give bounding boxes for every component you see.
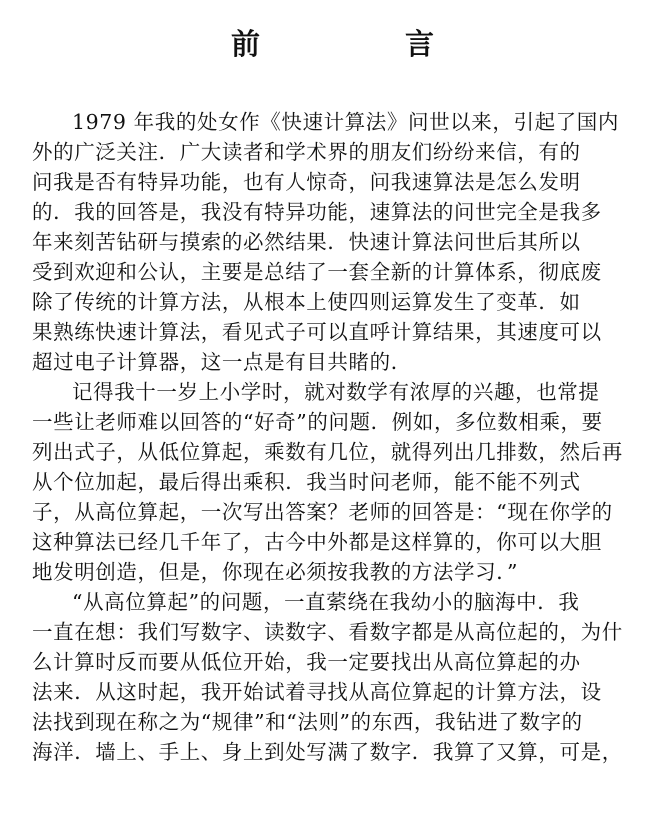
text-line: 海洋．墙上、手上、身上到处写满了数字．我算了又算，可是， xyxy=(32,740,623,764)
text-line: 么计算时反而要从低位开始，我一定要找出从高位算起的办 xyxy=(32,650,581,674)
page-title: 前 言 xyxy=(230,27,492,61)
text-line: 一直在想：我们写数字、读数字、看数字都是从高位起的，为什 xyxy=(32,620,623,644)
text-line: 1979 年我的处女作《快速计算法》问世以来，引起了国内 xyxy=(72,110,619,134)
text-line: 的．我的回答是，我没有特异功能，速算法的问世完全是我多 xyxy=(32,200,602,224)
text-line: 受到欢迎和公认，主要是总结了一套全新的计算体系，彻底废 xyxy=(32,260,602,284)
text-line: 超过电子计算器，这一点是有目共睹的． xyxy=(32,350,412,374)
text-line: 一些让老师难以回答的“好奇”的问题．例如，多位数相乘，要 xyxy=(32,410,603,434)
text-line: 外的广泛关注．广大读者和学术界的朋友们纷纷来信，有的 xyxy=(32,140,581,164)
text-line: “从高位算起”的问题，一直萦绕在我幼小的脑海中．我 xyxy=(72,590,580,614)
text-line: 子，从高位算起，一次写出答案？老师的回答是：“现在你学的 xyxy=(32,500,613,524)
text-line: 法找到现在称之为“规律”和“法则”的东西，我钻进了数字的 xyxy=(32,710,583,734)
text-line: 法来．从这时起，我开始试着寻找从高位算起的计算方法，设 xyxy=(32,680,602,704)
text-line: 地发明创造，但是，你现在必须按我教的方法学习．” xyxy=(32,560,519,584)
preface-body xyxy=(32,107,644,767)
text-line: 问我是否有特异功能，也有人惊奇，问我速算法是怎么发明 xyxy=(32,170,581,194)
text-line: 记得我十一岁上小学时，就对数学有浓厚的兴趣，也常提 xyxy=(72,380,600,404)
text-line: 从个位加起，最后得出乘积．我当时问老师，能不能不列式 xyxy=(32,470,581,494)
text-line: 除了传统的计算方法，从根本上使四则运算发生了变革．如 xyxy=(32,290,581,314)
text-line: 这种算法已经几千年了，古今中外都是这样算的，你可以大胆 xyxy=(32,530,602,554)
text-line: 年来刻苦钻研与摸索的必然结果．快速计算法问世后其所以 xyxy=(32,230,581,254)
text-line: 果熟练快速计算法，看见式子可以直呼计算结果，其速度可以 xyxy=(32,320,602,344)
text-line: 列出式子，从低位算起，乘数有几位，就得列出几排数，然后再 xyxy=(32,440,623,464)
